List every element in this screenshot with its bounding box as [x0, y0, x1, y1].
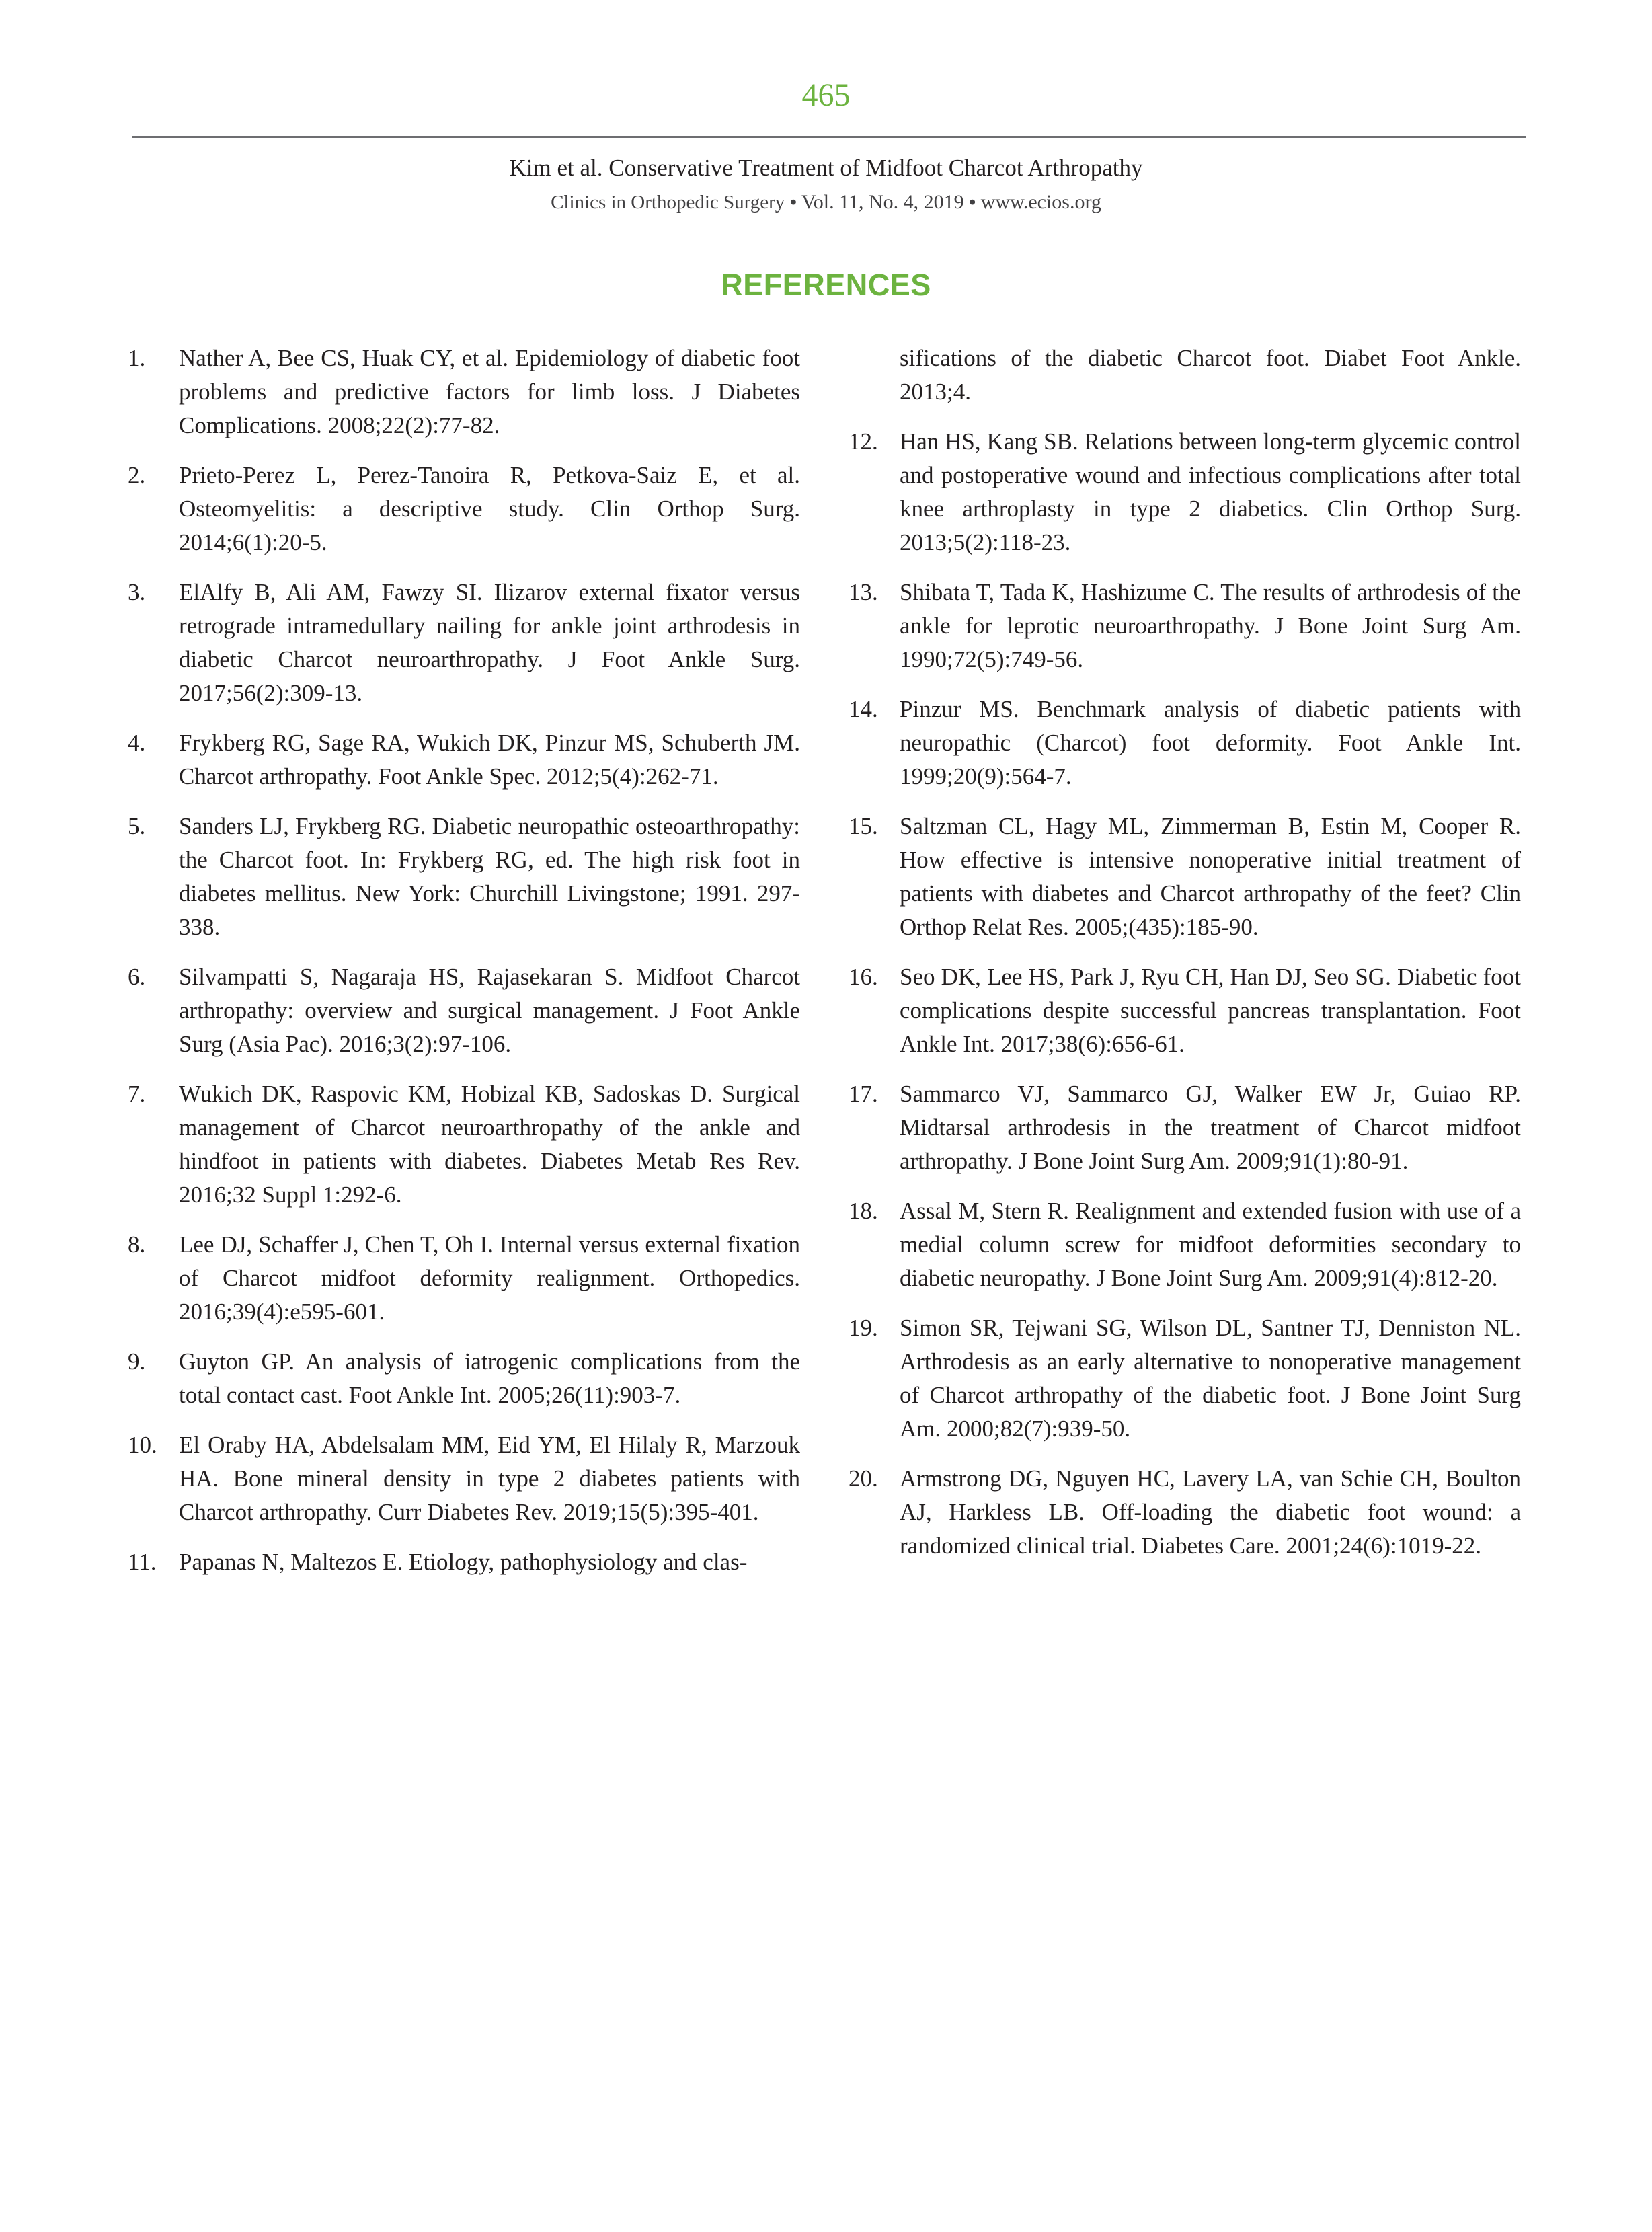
- reference-item: [128, 1077, 800, 1212]
- separator: •: [789, 192, 797, 213]
- journal-name: Clinics in Orthopedic Surgery: [551, 192, 785, 213]
- journal-citation-line: [0, 189, 1652, 216]
- reference-number: 18.: [849, 1198, 878, 1224]
- reference-number: 2.: [128, 462, 146, 488]
- reference-item: [128, 810, 800, 944]
- reference-item: [849, 1311, 1521, 1446]
- journal-website-link[interactable]: www.ecios.org: [980, 191, 1101, 213]
- references-column-left: [128, 342, 800, 1595]
- reference-number: 10.: [128, 1432, 157, 1458]
- reference-number: 12.: [849, 428, 878, 455]
- reference-item: [849, 1462, 1521, 1563]
- reference-text: Han HS, Kang SB. Relations between long-term glycemic control and postoperative wound and infectious complications after total knee arthroplasty in type 2 diabetics. Clin Orthop Surg. 2013;5(2):118-23.: [900, 428, 1521, 555]
- header-rule: [132, 136, 1526, 138]
- reference-text: Wukich DK, Raspovic KM, Hobizal KB, Sadoskas D. Surgical management of Charcot neuroarthropathy of the ankle and hindfoot in patients with diabetes. Diabetes Metab Res Rev. 2016;32 Suppl 1:292-6.: [179, 1081, 800, 1208]
- reference-text: El Oraby HA, Abdelsalam MM, Eid YM, El Hilaly R, Marzouk HA. Bone mineral density in type 2 diabetes patients with Charcot arthropathy. Curr Diabetes Rev. 2019;15(5):395-401.: [179, 1432, 800, 1525]
- reference-number: 15.: [849, 813, 878, 839]
- reference-number: 19.: [849, 1315, 878, 1341]
- page-number: 465: [801, 77, 851, 113]
- reference-item: [849, 810, 1521, 944]
- reference-number: 11.: [128, 1549, 157, 1575]
- reference-text: Guyton GP. An analysis of iatrogenic complications from the total contact cast. Foot Ankle Int. 2005;26(11):903-7.: [179, 1348, 800, 1408]
- reference-text: Simon SR, Tejwani SG, Wilson DL, Santner TJ, Denniston NL. Arthrodesis as an early alternative to nonoperative management of Charcot arthropathy of the diabetic foot. J Bone Joint Surg Am. 2000;82(7):939-50.: [900, 1315, 1521, 1442]
- reference-item: [849, 1194, 1521, 1295]
- reference-text: Armstrong DG, Nguyen HC, Lavery LA, van Schie CH, Boulton AJ, Harkless LB. Off-loading the diabetic foot wound: a randomized clinical trial. Diabetes Care. 2001;24(6):1019-22.: [900, 1465, 1521, 1559]
- reference-item: [128, 1428, 800, 1529]
- reference-text: Assal M, Stern R. Realignment and extended fusion with use of a medial column screw for midfoot deformities secondary to diabetic neuropathy. J Bone Joint Surg Am. 2009;91(4):812-20.: [900, 1198, 1521, 1291]
- separator: •: [969, 192, 976, 213]
- reference-item: [128, 726, 800, 794]
- reference-item: [849, 1077, 1521, 1178]
- reference-text: Sanders LJ, Frykberg RG. Diabetic neuropathic osteoarthropathy: the Charcot foot. In: Frykberg RG, ed. The high risk foot in diabetes mellitus. New York: Churchill Livingstone; 1991. 297-338.: [179, 813, 800, 940]
- reference-number: 20.: [849, 1465, 878, 1492]
- reference-item: [849, 960, 1521, 1061]
- references-column-right: [849, 342, 1521, 1579]
- reference-text: Shibata T, Tada K, Hashizume C. The results of arthrodesis of the ankle for leprotic neuroarthropathy. J Bone Joint Surg Am. 1990;72(5):749-56.: [900, 579, 1521, 672]
- reference-number: 3.: [128, 579, 146, 605]
- reference-text: Papanas N, Maltezos E. Etiology, pathophysiology and clas-: [179, 1549, 748, 1575]
- reference-item: [128, 459, 800, 560]
- reference-item: [128, 342, 800, 442]
- reference-text: ElAlfy B, Ali AM, Fawzy SI. Ilizarov external fixator versus retrograde intramedullary nailing for ankle joint arthrodesis in diabetic Charcot neuroarthropathy. J Foot Ankle Surg. 2017;56(2):309-13.: [179, 579, 800, 706]
- reference-number: 9.: [128, 1348, 146, 1375]
- section-heading-references: REFERENCES: [721, 268, 931, 302]
- reference-number: 16.: [849, 964, 878, 990]
- reference-item: [128, 1228, 800, 1329]
- reference-text: Saltzman CL, Hagy ML, Zimmerman B, Estin M, Cooper R. How effective is intensive nonoperative initial treatment of patients with diabetes and Charcot arthropathy of the feet? Clin Orthop Relat Res. 2005;(435):185-90.: [900, 813, 1521, 940]
- reference-item: [128, 576, 800, 710]
- reference-number: 1.: [128, 345, 146, 371]
- reference-number: 7.: [128, 1081, 146, 1107]
- reference-item: [849, 576, 1521, 677]
- reference-number: 5.: [128, 813, 146, 839]
- reference-text: Nather A, Bee CS, Huak CY, et al. Epidemiology of diabetic foot problems and predictive factors for limb loss. J Diabetes Complications. 2008;22(2):77-82.: [179, 345, 800, 438]
- reference-item: [849, 693, 1521, 794]
- running-title: Kim et al. Conservative Treatment of Midfoot Charcot Arthropathy: [509, 155, 1143, 181]
- volume-info: Vol. 11, No. 4, 2019: [801, 191, 964, 213]
- reference-text: Sammarco VJ, Sammarco GJ, Walker EW Jr, Guiao RP. Midtarsal arthrodesis in the treatment of Charcot midfoot arthropathy. J Bone Joint Surg Am. 2009;91(1):80-91.: [900, 1081, 1521, 1174]
- reference-number: 14.: [849, 696, 878, 722]
- reference-number: 13.: [849, 579, 878, 605]
- reference-item-continued: [849, 342, 1521, 409]
- reference-text: sifications of the diabetic Charcot foot. Diabet Foot Ankle. 2013;4.: [900, 345, 1521, 405]
- reference-number: 4.: [128, 730, 146, 756]
- reference-text: Pinzur MS. Benchmark analysis of diabetic patients with neuropathic (Charcot) foot deformity. Foot Ankle Int. 1999;20(9):564-7.: [900, 696, 1521, 790]
- reference-text: Frykberg RG, Sage RA, Wukich DK, Pinzur MS, Schuberth JM. Charcot arthropathy. Foot Ankle Spec. 2012;5(4):262-71.: [179, 730, 800, 790]
- reference-item: [128, 1345, 800, 1412]
- reference-item: [128, 1545, 800, 1579]
- reference-number: 8.: [128, 1231, 146, 1258]
- reference-text: Prieto-Perez L, Perez-Tanoira R, Petkova-Saiz E, et al. Osteomyelitis: a descriptive study. Clin Orthop Surg. 2014;6(1):20-5.: [179, 462, 800, 555]
- reference-text: Silvampatti S, Nagaraja HS, Rajasekaran S. Midfoot Charcot arthropathy: overview and surgical management. J Foot Ankle Surg (Asia Pac). 2016;3(2):97-106.: [179, 964, 800, 1057]
- reference-item: [849, 425, 1521, 560]
- reference-text: Lee DJ, Schaffer J, Chen T, Oh I. Internal versus external fixation of Charcot midfoot deformity realignment. Orthopedics. 2016;39(4):e595-601.: [179, 1231, 800, 1325]
- reference-number: 6.: [128, 964, 146, 990]
- reference-text: Seo DK, Lee HS, Park J, Ryu CH, Han DJ, Seo SG. Diabetic foot complications despite successful pancreas transplantation. Foot Ankle Int. 2017;38(6):656-61.: [900, 964, 1521, 1057]
- reference-number: 17.: [849, 1081, 878, 1107]
- reference-item: [128, 960, 800, 1061]
